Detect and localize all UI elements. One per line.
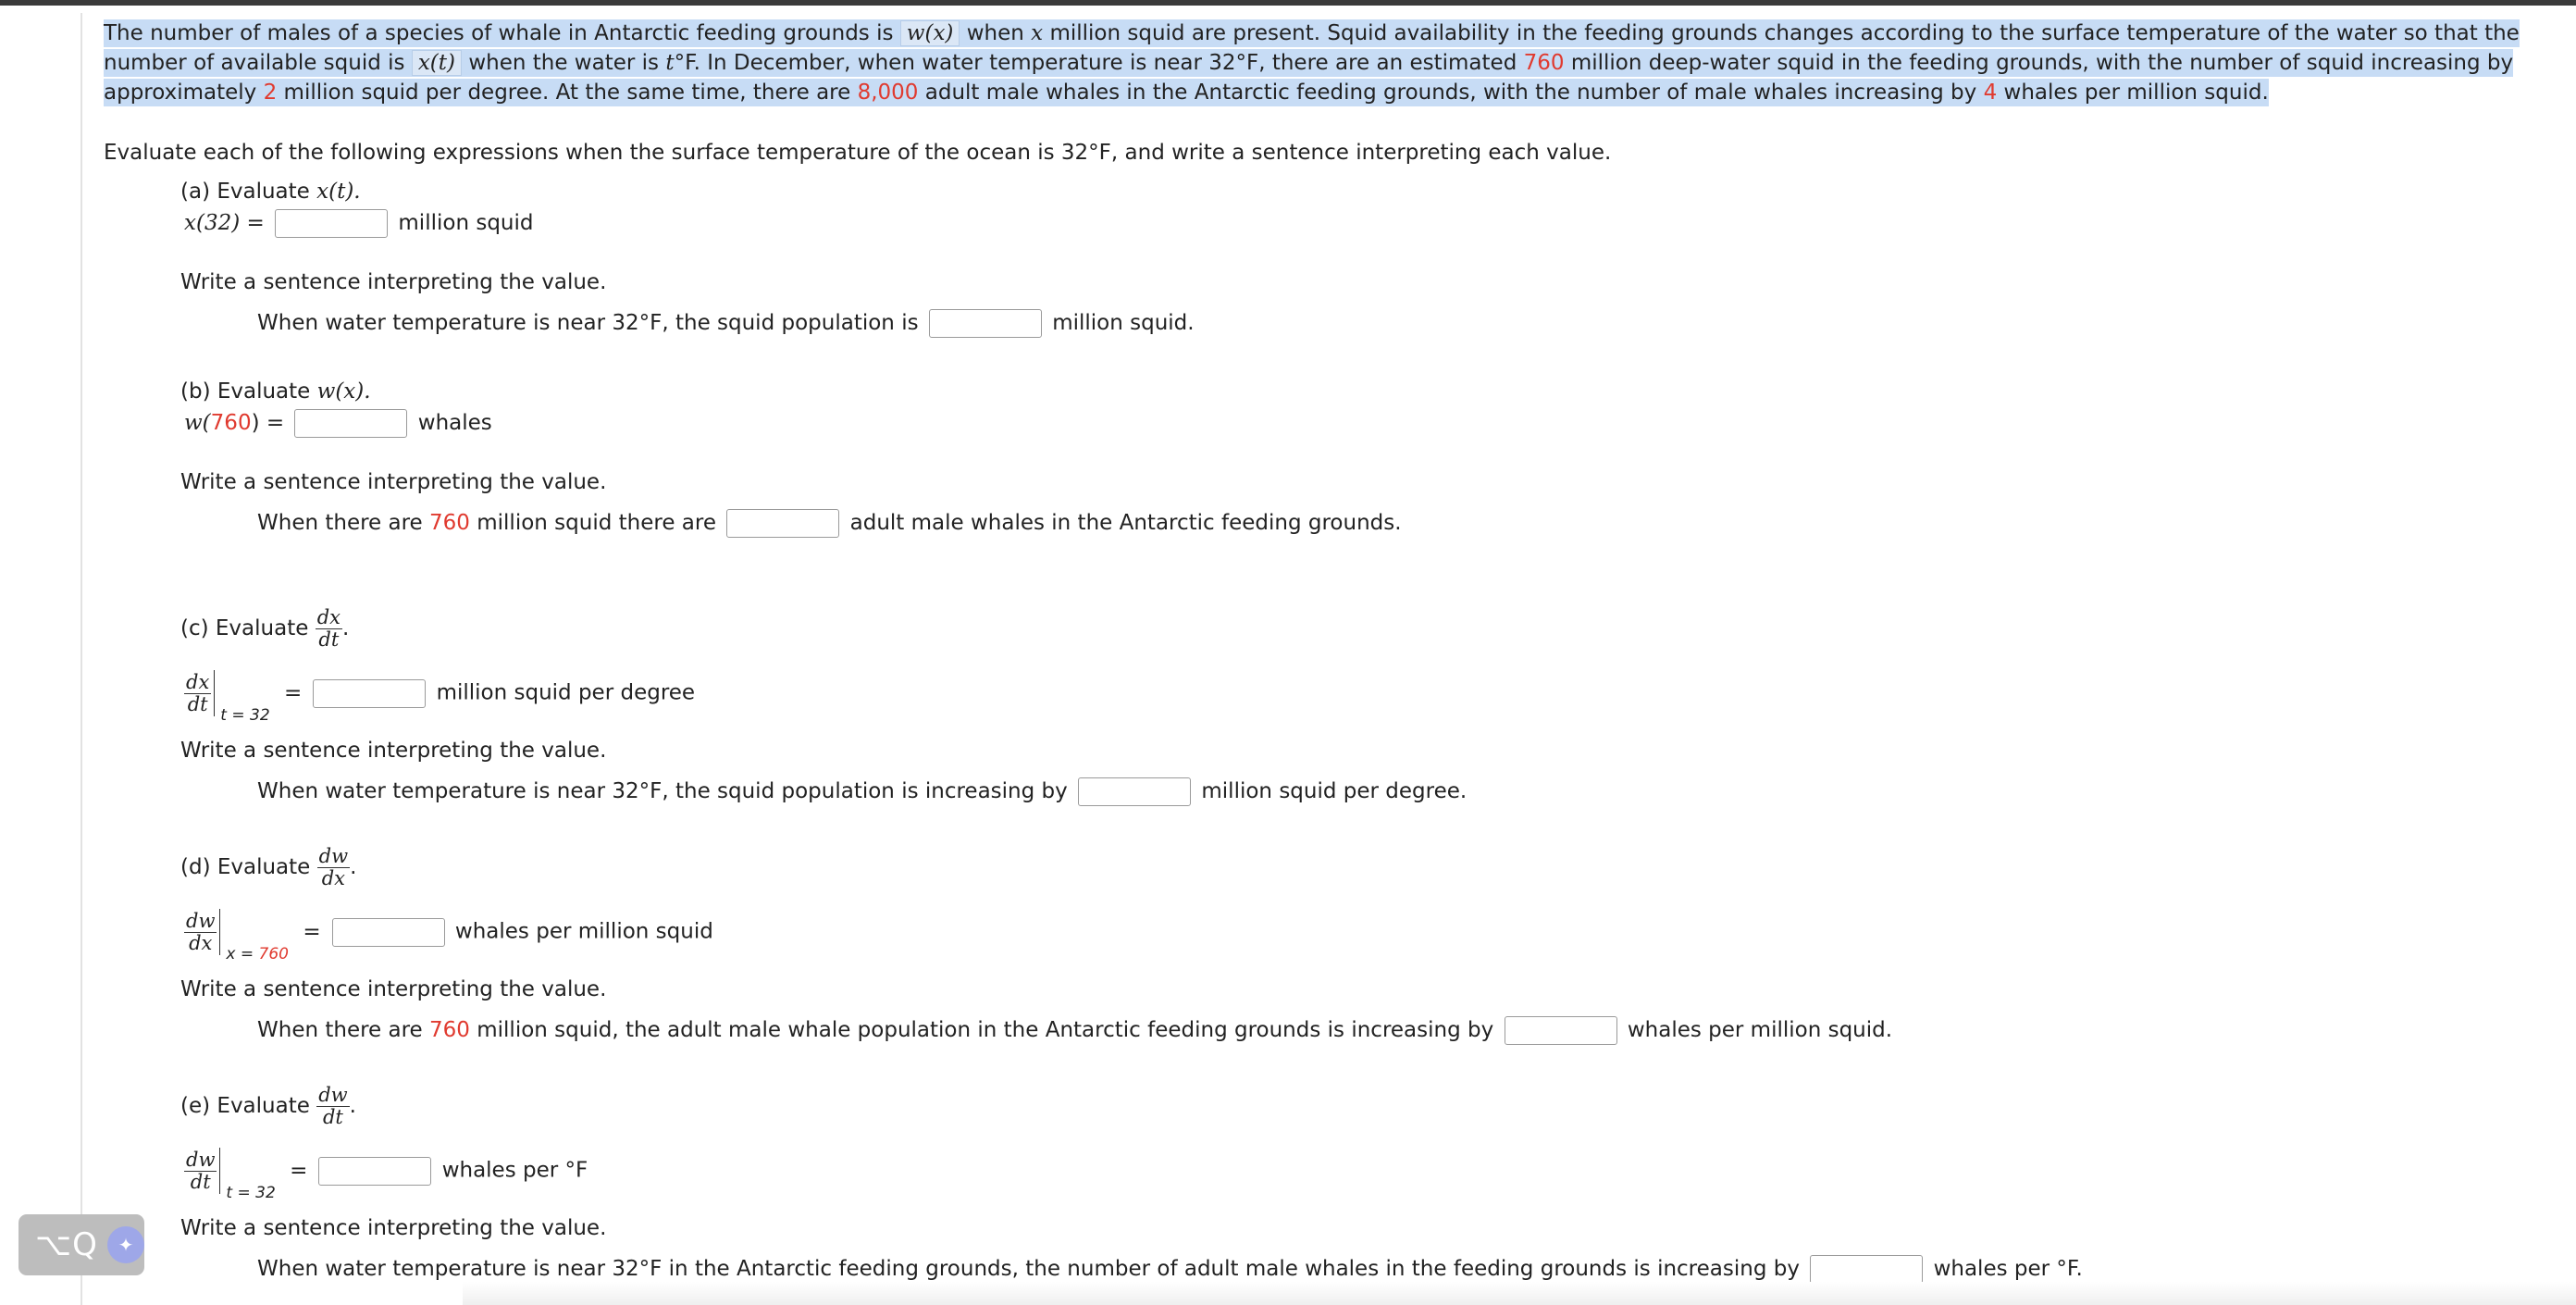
part-c-answer-row: $\frac{dx}{dt}$ $_{t = 32}$ = million squid per degree <box>186 670 696 725</box>
part-b-expression: w(x). <box>316 379 371 404</box>
assistant-shortcut-widget[interactable] <box>19 1214 144 1275</box>
part-b-answer-input[interactable] <box>294 409 407 438</box>
squid-rate-value: 2 <box>263 81 278 105</box>
part-b-sentence-input[interactable] <box>726 509 839 538</box>
part-c-interpret-prompt: Write a sentence interpreting the value. <box>180 739 607 763</box>
part-c-fraction <box>316 607 342 651</box>
intro-text-4: when the water is <box>468 51 660 75</box>
part-a-heading <box>180 180 361 204</box>
part-b-heading <box>180 379 371 404</box>
problem-statement <box>104 19 2576 107</box>
part-d-label: (d) Evaluate <box>180 855 311 879</box>
intro-text-5: °F. In December, when water temperature is near 32°F, there are an estimated <box>674 51 1517 75</box>
part-c-sentence-post: million squid per degree. <box>1201 779 1468 803</box>
shortcut-keys-label: ⌥Q <box>35 1226 98 1263</box>
part-a-lhs: x(32) = <box>184 211 265 235</box>
part-c-answer-input[interactable] <box>313 679 426 708</box>
part-e-unit: whales per °F <box>441 1158 588 1183</box>
intro-text-7: million squid per degree. At the same time, there are <box>283 81 851 105</box>
part-e-interpret-prompt: Write a sentence interpreting the value. <box>180 1216 607 1240</box>
whale-rate-value: 4 <box>1983 81 1998 105</box>
part-d-subscript <box>226 945 289 963</box>
sparkle-icon[interactable]: ✦ <box>107 1226 144 1263</box>
part-b-answer-row <box>184 409 492 438</box>
intro-text-8: adult male whales in the Antarctic feeding grounds, with the number of male whales increasing by <box>924 81 1977 105</box>
part-b-sentence-mid: million squid there are <box>477 511 716 535</box>
part-e-lhs-numerator: dw <box>186 1148 216 1171</box>
part-e-sentence-pre: When water temperature is near 32°F in the Antarctic feeding grounds, the number of adult male whales in the feeding grounds is increasing by <box>257 1257 1800 1281</box>
left-margin-rule <box>80 13 82 1305</box>
part-c-label: (c) Evaluate <box>180 616 309 640</box>
part-c-sentence-pre: When water temperature is near 32°F, the squid population is increasing by <box>257 779 1068 803</box>
part-c-lhs-numerator: dx <box>186 670 210 693</box>
part-d-lhs-denominator: dx <box>189 931 213 954</box>
part-e-label: (e) Evaluate <box>180 1094 310 1118</box>
w-of-x-term: w(x) <box>900 20 960 46</box>
part-a-answer-row <box>184 209 533 238</box>
evaluation-bar <box>219 909 224 955</box>
evaluation-bar <box>214 670 218 716</box>
part-a-label: (a) Evaluate <box>180 180 310 204</box>
part-c-denominator: dt <box>318 628 340 651</box>
part-a-sentence-post: million squid. <box>1052 311 1195 335</box>
part-e-answer-input[interactable] <box>318 1157 431 1186</box>
part-b-lhs-value: 760 <box>210 411 252 435</box>
part-d-numerator: dw <box>318 845 349 867</box>
intro-text-6: million deep-water squid in the feeding grounds, with the number of squid increasing by approximately <box>104 51 2514 105</box>
x-of-t-term: x(t) <box>412 50 462 76</box>
part-e-denominator: dt <box>322 1106 343 1128</box>
part-d-sentence-post: whales per million squid. <box>1627 1018 1893 1042</box>
part-d-answer-row: $\frac{dw}{dx}$ $_{x = 760}$ = whales per million squid <box>186 909 713 963</box>
part-a-answer-input[interactable] <box>275 209 388 238</box>
intro-text-9: whales per million squid. <box>2003 81 2269 105</box>
part-d-sentence-input[interactable] <box>1505 1016 1617 1045</box>
part-c-subscript: t = 32 <box>220 705 270 725</box>
part-b-lhs-pre: w( <box>184 411 211 435</box>
part-d-subscript-value: 760 <box>258 944 289 963</box>
part-e-answer-row: $\frac{dw}{dt}$ $_{t = 32}$ = whales per °F <box>186 1148 588 1202</box>
part-e-heading: (e) Evaluate $\frac{dw}{dt}$ . <box>180 1084 356 1128</box>
intro-text-2: when <box>966 21 1024 45</box>
part-e-sentence-post: whales per °F. <box>1933 1257 2083 1281</box>
whale-count-value: 8,000 <box>857 81 919 105</box>
part-a-interpret-prompt: Write a sentence interpreting the value. <box>180 270 607 294</box>
part-d-unit: whales per million squid <box>454 919 713 944</box>
bottom-shadow <box>463 1282 2576 1305</box>
part-c-numerator: dx <box>316 606 341 628</box>
intro-text-3: million squid are present. Squid availability in the feeding grounds changes according to the surface temperature of the water so that the number of available squid is <box>104 21 2520 75</box>
part-c-heading: (c) Evaluate $\frac{dx}{dt}$ . <box>180 606 350 651</box>
part-e-sentence <box>257 1255 2083 1284</box>
part-b-sentence-post: adult male whales in the Antarctic feeding grounds. <box>849 511 1402 535</box>
part-d-sentence-pre: When there are <box>257 1018 423 1042</box>
part-d-interpret-prompt: Write a sentence interpreting the value. <box>180 977 607 1001</box>
x-variable: x <box>1031 21 1044 45</box>
t-variable: t <box>665 51 675 75</box>
part-e-fraction <box>316 1085 349 1128</box>
part-c-sentence-input[interactable] <box>1078 777 1191 806</box>
part-d-sentence-mid: million squid, the adult male whale population in the Antarctic feeding grounds is increasing by <box>477 1018 1494 1042</box>
instructions: Evaluate each of the following expressions when the surface temperature of the ocean is 32°F, and write a sentence interpreting each value. <box>104 141 1612 165</box>
part-a-sentence <box>257 309 1195 338</box>
part-b-unit: whales <box>417 411 492 435</box>
part-d-lhs-numerator: dw <box>186 909 216 932</box>
squid-count-value: 760 <box>1523 51 1565 75</box>
part-d-answer-input[interactable] <box>332 918 445 947</box>
part-a-sentence-input[interactable] <box>929 309 1042 338</box>
part-d-sentence <box>257 1016 1892 1045</box>
part-d-lhs-fraction <box>184 911 217 954</box>
part-b-sentence-pre: When there are <box>257 511 423 535</box>
intro-text-1: The number of males of a species of whale in Antarctic feeding grounds is <box>104 21 894 45</box>
part-c-lhs-fraction <box>184 672 211 715</box>
part-d-heading: (d) Evaluate $\frac{dw}{dx}$ . <box>180 845 357 889</box>
part-b-sentence-value: 760 <box>429 511 470 535</box>
top-bar <box>0 0 2576 6</box>
evaluation-bar <box>219 1148 224 1194</box>
part-a-expression: x(t). <box>316 180 361 204</box>
part-b-lhs-post: ) = <box>251 411 285 435</box>
part-b-interpret-prompt: Write a sentence interpreting the value. <box>180 470 607 494</box>
part-a-unit: million squid <box>398 211 534 235</box>
part-e-lhs-denominator: dt <box>190 1170 211 1193</box>
part-e-subscript: t = 32 <box>226 1183 276 1202</box>
part-b-sentence <box>257 509 1402 538</box>
part-a-sentence-pre: When water temperature is near 32°F, the squid population is <box>257 311 919 335</box>
part-c-lhs-denominator: dt <box>187 692 208 715</box>
part-d-fraction <box>317 846 350 889</box>
part-d-subscript-var: x = <box>226 944 259 963</box>
part-e-numerator: dw <box>318 1084 348 1106</box>
part-c-sentence <box>257 777 1467 806</box>
part-b-label: (b) Evaluate <box>180 379 311 404</box>
part-c-unit: million squid per degree <box>436 680 696 705</box>
part-d-sentence-value: 760 <box>429 1018 470 1042</box>
part-e-sentence-input[interactable] <box>1810 1255 1923 1284</box>
part-d-denominator: dx <box>321 867 345 889</box>
part-e-lhs-fraction <box>184 1150 217 1193</box>
question-content <box>104 19 2576 1281</box>
